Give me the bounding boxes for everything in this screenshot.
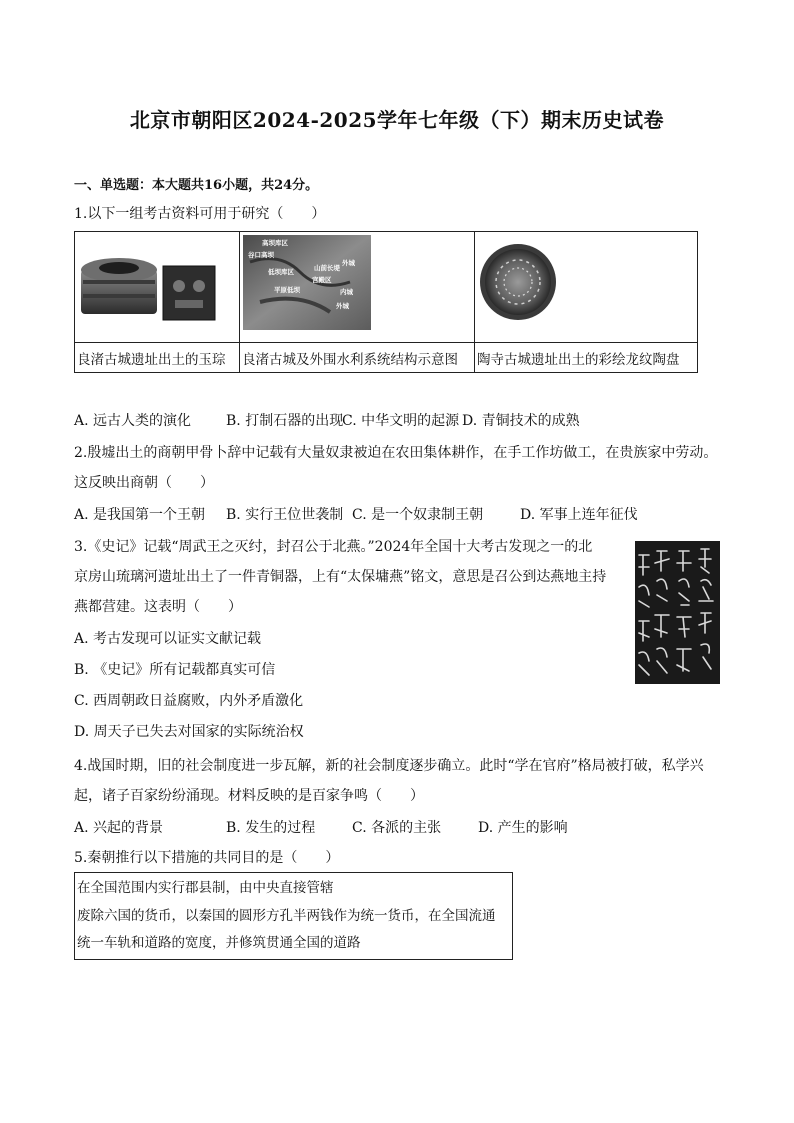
- q5-measure-1: 在全国范围内实行郡县制，由中央直接管辖: [77, 880, 334, 896]
- q2-options: [74, 505, 638, 525]
- map-label: 内城: [340, 288, 353, 296]
- q5-measure-2: 废除六国的货币，以秦国的圆形方孔半两钱作为统一货币，在全国流通: [77, 908, 496, 924]
- q1-image-table: [74, 231, 698, 373]
- q2-option-c[interactable]: C. 是一个奴隶制王朝: [352, 507, 484, 523]
- q1-image-cell-3: [475, 232, 698, 343]
- q3-stem-line-2: 京房山琉璃河遗址出土了一件青铜器，上有“太保墉燕”铭文，意思是召公到达燕地主持: [74, 569, 607, 585]
- q1-caption-1: 良渚古城遗址出土的玉琮: [75, 343, 240, 373]
- q1-option-a[interactable]: A. 远古人类的演化: [74, 413, 192, 429]
- q2-option-b[interactable]: B. 实行王位世袭制: [226, 507, 344, 523]
- map-photo: [240, 232, 474, 342]
- q3-option-c[interactable]: C. 西周朝政日益腐败，内外矛盾激化: [74, 693, 304, 709]
- q1-option-c[interactable]: C. 中华文明的起源: [342, 413, 460, 429]
- q4-option-d[interactable]: D. 产生的影响: [478, 820, 568, 836]
- map-label: 外城: [342, 259, 355, 267]
- q3-stem-line-1: 3.《史记》记载“周武王之灭纣，封召公于北燕。”2024年全国十大考古发现之一的北: [74, 539, 593, 555]
- q1-options: [74, 411, 580, 431]
- section-heading: 一、单选题：本大题共16小题，共24分。: [74, 178, 319, 193]
- q5-measures-box: [74, 872, 513, 960]
- q3-stem-line-3: 燕都营建。这表明（ ）: [74, 599, 242, 615]
- q3-option-d[interactable]: D. 周天子已失去对国家的实际统治权: [74, 724, 304, 740]
- q4-stem-line-1: 4.战国时期，旧的社会制度进一步瓦解，新的社会制度逐步确立。此时“学在官府”格局被打破，私学兴: [74, 758, 704, 774]
- q1-stem: 1.以下一组考古资料可用于研究（ ）: [74, 206, 326, 222]
- q2-option-a[interactable]: A. 是我国第一个王朝: [74, 507, 206, 523]
- page-title: 北京市朝阳区2024-2025学年七年级（下）期末历史试卷: [129, 108, 665, 132]
- q2-stem-line-2: 这反映出商朝（ ）: [74, 475, 214, 491]
- q3-option-b[interactable]: B. 《史记》所有记载都真实可信: [74, 662, 276, 678]
- map-label: 谷口高坝: [248, 251, 274, 259]
- q1-image-cell-1: [75, 232, 240, 343]
- q1-image-cell-2: [240, 232, 475, 343]
- q5-measure-3: 统一车轨和道路的宽度，并修筑贯通全国的道路: [77, 935, 361, 951]
- q4-option-c[interactable]: C. 各派的主张: [352, 820, 442, 836]
- q2-stem-line-1: 2.殷墟出土的商朝甲骨卜辞中记载有大量奴隶被迫在农田集体耕作，在手工作坊做工，在贵族家中劳动。: [74, 445, 718, 461]
- q4-option-b[interactable]: B. 发生的过程: [226, 820, 316, 836]
- q1-option-d[interactable]: D. 青铜技术的成熟: [462, 413, 580, 429]
- q3-option-a[interactable]: A. 考古发现可以证实文献记载: [74, 631, 262, 647]
- map-label: 山前长堤: [314, 264, 340, 272]
- q5-stem: 5.秦朝推行以下措施的共同目的是（ ）: [74, 850, 340, 866]
- q2-option-d[interactable]: D. 军事上连年征伐: [520, 507, 638, 523]
- map-label: 宫殿区: [312, 276, 332, 284]
- q1-caption-2: 良渚古城及外围水利系统结构示意图: [240, 343, 475, 373]
- q4-options: [74, 818, 568, 838]
- q4-stem-line-2: 起，诸子百家纷纷涌现。材料反映的是百家争鸣（ ）: [74, 788, 424, 804]
- q4-option-a[interactable]: A. 兴起的背景: [74, 820, 164, 836]
- q1-option-b[interactable]: B. 打制石器的出现: [226, 413, 344, 429]
- map-label: 低坝库区: [268, 268, 294, 276]
- pottery-plate-photo: [475, 232, 697, 342]
- bronze-inscription-rubbing: [635, 541, 720, 684]
- q1-caption-3: 陶寺古城遗址出土的彩绘龙纹陶盘: [475, 343, 698, 373]
- jade-cong-photo: [75, 232, 239, 342]
- map-label: 高坝库区: [262, 239, 288, 247]
- map-label: 外城: [336, 302, 349, 310]
- map-label: 平原低坝: [274, 286, 300, 294]
